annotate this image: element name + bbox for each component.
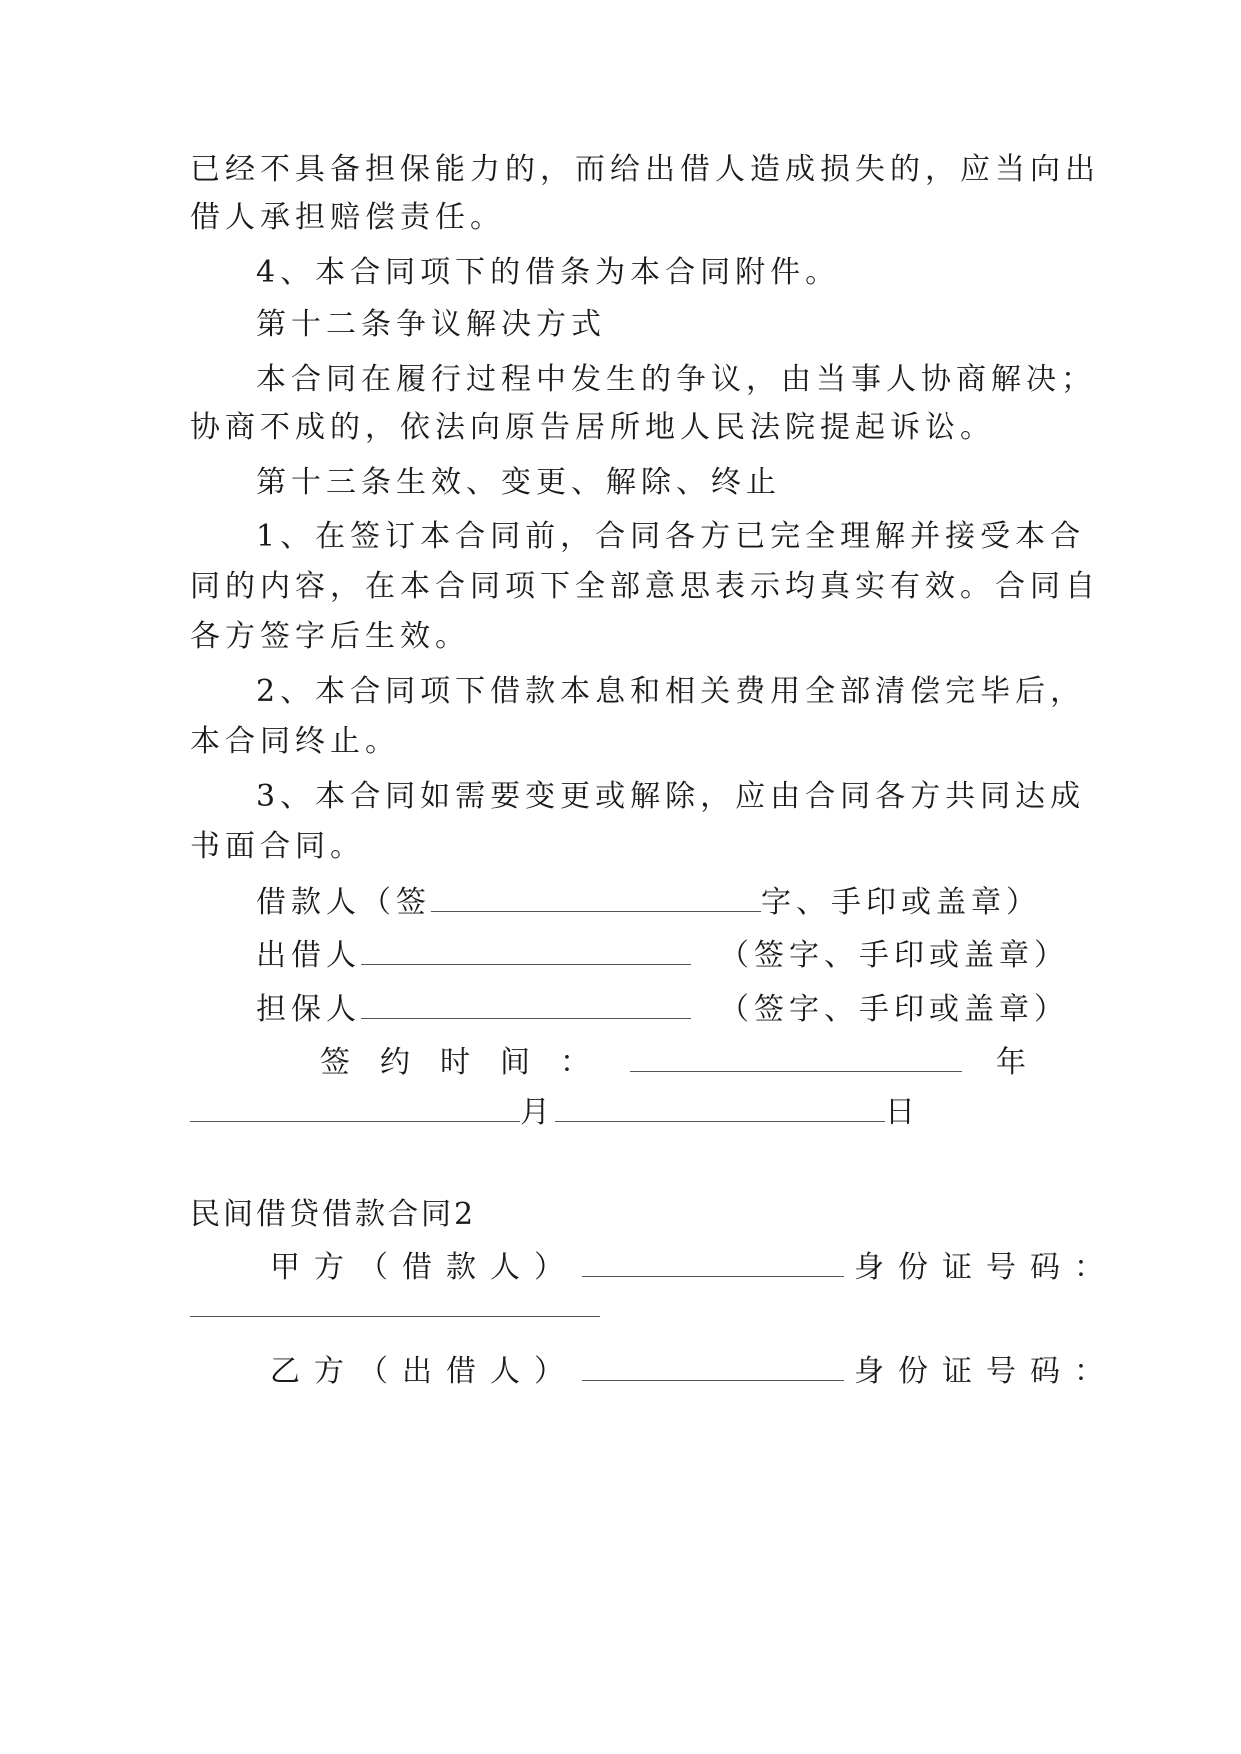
lender-signature-blank — [361, 936, 691, 965]
paragraph-line: 本合同终止。 — [190, 724, 400, 759]
day-blank — [555, 1093, 885, 1122]
sign-time-label: 签约时间： — [320, 1045, 620, 1080]
paragraph-line: 协商不成的，依法向原告居所地人民法院提起诉讼。 — [190, 410, 995, 445]
party-b-line — [270, 1352, 1118, 1392]
lender-label: 出借人 — [256, 938, 361, 973]
borrower-signature-line — [256, 883, 1041, 923]
party-b-id-label: 身份证号码： — [854, 1354, 1118, 1389]
paragraph-line: 借人承担赔偿责任。 — [190, 200, 505, 235]
guarantor-suffix: （签字、手印或盖章） — [719, 992, 1069, 1027]
month-label: 月 — [520, 1095, 555, 1130]
date-line — [190, 1093, 920, 1133]
guarantor-signature-blank — [361, 990, 691, 1019]
lender-signature-line — [256, 936, 1069, 976]
section-heading: 第十二条争议解决方式 — [256, 307, 606, 342]
paragraph-line: 2、本合同项下借款本息和相关费用全部清偿完毕后， — [256, 674, 1086, 709]
paragraph-line: 本合同在履行过程中发生的争议，由当事人协商解决； — [256, 362, 1096, 397]
year-blank — [630, 1043, 962, 1072]
party-a-id-line — [190, 1288, 600, 1328]
paragraph-line: 书面合同。 — [190, 829, 365, 864]
party-a-line — [270, 1248, 1118, 1288]
lender-suffix: （签字、手印或盖章） — [719, 938, 1069, 973]
paragraph-line: 各方签字后生效。 — [190, 619, 470, 654]
borrower-label: 借款人（签 — [256, 885, 431, 920]
party-a-id-label: 身份证号码： — [854, 1250, 1118, 1285]
month-blank — [190, 1093, 520, 1122]
paragraph-line: 已经不具备担保能力的，而给出借人造成损失的，应当向出 — [190, 152, 1100, 187]
year-label: 年 — [996, 1045, 1031, 1080]
paragraph-line: 3、本合同如需要变更或解除，应由合同各方共同达成 — [256, 779, 1086, 814]
party-b-label: 乙方（出借人） — [270, 1354, 578, 1389]
day-label: 日 — [885, 1095, 920, 1130]
paragraph-line: 1、在签订本合同前，合同各方已完全理解并接受本合 — [256, 519, 1086, 554]
party-b-name-blank — [582, 1352, 844, 1381]
paragraph-line: 同的内容，在本合同项下全部意思表示均真实有效。合同自 — [190, 569, 1100, 604]
sign-time-line — [320, 1043, 1031, 1083]
borrower-suffix: 字、手印或盖章） — [761, 885, 1041, 920]
party-a-id-blank — [190, 1288, 600, 1317]
party-a-name-blank — [582, 1248, 844, 1277]
borrower-signature-blank — [431, 883, 761, 912]
guarantor-signature-line — [256, 990, 1069, 1030]
guarantor-label: 担保人 — [256, 992, 361, 1027]
section-heading: 第十三条生效、变更、解除、终止 — [256, 465, 781, 500]
paragraph-line: 4、本合同项下的借条为本合同附件。 — [256, 255, 841, 290]
contract2-title: 民间借贷借款合同2 — [190, 1197, 477, 1232]
party-a-label: 甲方（借款人） — [270, 1250, 578, 1285]
